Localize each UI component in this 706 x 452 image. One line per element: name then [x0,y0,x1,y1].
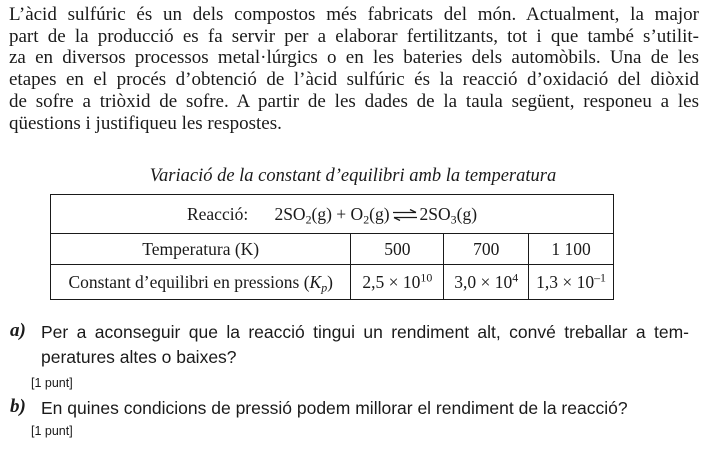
question-label: a) [10,320,26,341]
kp-row [51,265,614,300]
intro-line: de sofre a triòxid de sofre. A partir de les dades de la taula següent, responeu a les [9,90,699,112]
reaction-label: Reacció: [186,203,249,224]
reaction-equation: $2SO_2(g) + O_2(g)$ $2SO_3(g)$ [274,203,478,227]
intro-line: L’àcid sulfúric és un dels compostos més fabricats del món. Actualment, la major [9,4,699,25]
temperature-cell: 1 100 [529,234,614,265]
kp-header: Constant d’equilibri en pressions $(K_p)$ [51,265,351,300]
kp-cell: $2,5 \times 10^{10}$ [351,265,444,300]
reaction-cell [51,195,614,234]
equilibrium-arrow-icon [392,209,418,221]
intro-paragraph [9,4,699,134]
question-points: [1 punt] [31,376,73,390]
kp-cell: $1,3 \times 10^{-1}$ [529,265,614,300]
intro-line: qüestions i justifiqueu les respostes. [9,112,282,134]
question-points: [1 punt] [31,424,73,438]
kp-cell: $3,0 \times 10^4$ [444,265,529,300]
question-text: En quines condicions de pressió podem millorar el rendiment de la reacció? [41,398,628,418]
question-text: Per a aconseguir que la reacció tingui un rendiment alt, convé treballar a tem- peratures altes o baixes? [41,322,689,367]
temperature-row [51,234,614,265]
question-label: b) [10,396,26,417]
intro-line: etapes en el procés d’obtenció de l’àcid sulfúric és la reacció d’oxidació del diòxid [9,69,699,91]
table-caption: Variació de la constant d’equilibri amb la temperatura [149,166,557,186]
intro-line: part de la producció es fa servir per a elaborar fertilitzants, tot i que també s’utilit- [9,25,699,47]
temperature-cell: 700 [444,234,529,265]
reaction-row [51,195,614,234]
temperature-header: Temperatura (K) [51,234,351,265]
equilibrium-table [50,194,614,300]
temperature-cell: 500 [351,234,444,265]
intro-line: za en diversos processos metal·lúrgics o en les bateries dels automòbils. Una de les [9,47,699,69]
